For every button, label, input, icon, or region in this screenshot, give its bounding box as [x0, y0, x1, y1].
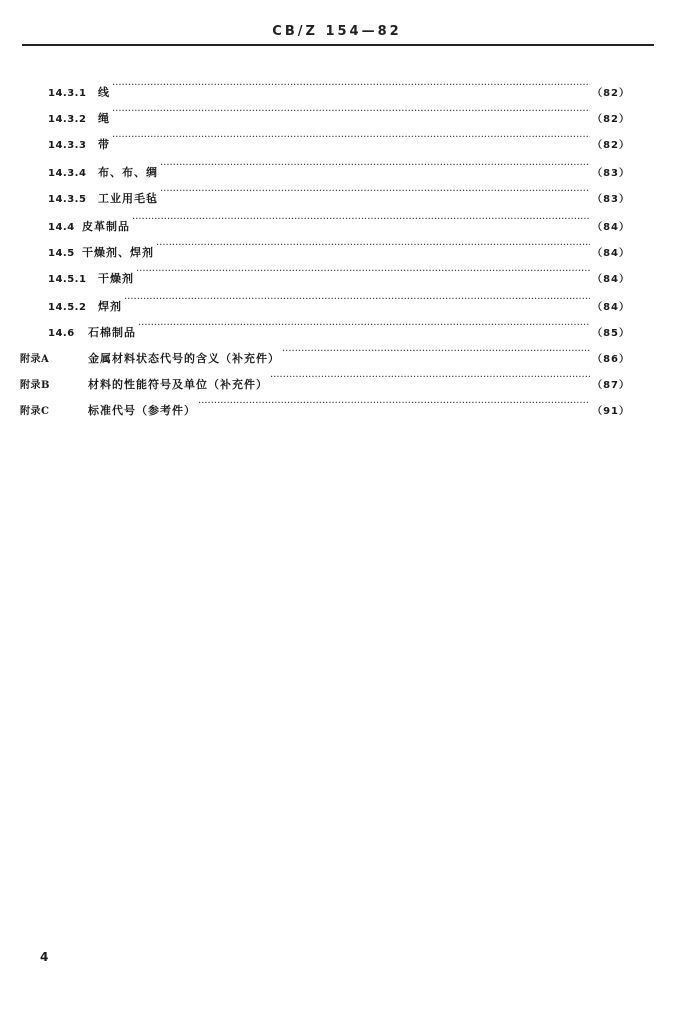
- toc-entry[interactable]: [48, 316, 630, 339]
- toc-entry[interactable]: [48, 236, 630, 259]
- toc-entry-page: （84）: [592, 248, 630, 259]
- toc-leader-dots: [282, 342, 590, 362]
- toc-entry-title: 工业用毛毡: [98, 192, 158, 205]
- toc-entry[interactable]: [48, 182, 630, 205]
- toc-entry-page: （84）: [592, 222, 630, 233]
- toc-entry[interactable]: [48, 210, 630, 233]
- toc-entry-page: （86）: [592, 354, 630, 365]
- toc-entry[interactable]: [48, 102, 630, 125]
- toc-leader-dots: [160, 182, 590, 202]
- toc-entry[interactable]: [48, 156, 630, 179]
- document-code-header: CB/Z 154—82: [272, 24, 402, 39]
- toc-entry-number: 14.5.1: [48, 274, 87, 285]
- toc-entry[interactable]: [48, 262, 630, 285]
- toc-leader-dots: [124, 290, 590, 310]
- toc-leader-dots: [112, 102, 590, 122]
- toc-entry-title: 绳: [98, 112, 110, 125]
- toc-entry-page: （83）: [592, 194, 630, 205]
- toc-entry-title: 干燥剂、焊剂: [82, 246, 154, 259]
- toc-entry-page: （82）: [592, 88, 630, 99]
- toc-entry[interactable]: [48, 290, 630, 313]
- toc-appendix-label: 附录C: [20, 406, 50, 417]
- toc-leader-dots: [270, 368, 590, 388]
- toc-entry-page: （87）: [592, 380, 630, 391]
- toc-entry-page: （82）: [592, 140, 630, 151]
- toc-leader-dots: [198, 394, 590, 414]
- toc-appendix-entry[interactable]: [20, 394, 630, 417]
- toc-entry-number: 14.3.3: [48, 140, 87, 151]
- toc-entry-title: 布、布、绸: [98, 166, 158, 179]
- toc-leader-dots: [112, 76, 590, 96]
- toc-leader-dots: [132, 210, 590, 230]
- toc-entry-page: （84）: [592, 302, 630, 313]
- toc-appendix-label: 附录A: [20, 354, 50, 365]
- toc-leader-dots: [138, 316, 590, 336]
- toc-entry-page: （83）: [592, 168, 630, 179]
- toc-leader-dots: [112, 128, 590, 148]
- toc-entry-title: 线: [98, 86, 110, 99]
- toc-leader-dots: [160, 156, 590, 176]
- toc-entry[interactable]: [48, 76, 630, 99]
- toc-entry-title: 标准代号（参考件）: [88, 404, 196, 417]
- toc-entry-page: （85）: [592, 328, 630, 339]
- toc-appendix-entry[interactable]: [20, 368, 630, 391]
- toc-entry-title: 干燥剂: [98, 272, 134, 285]
- toc-entry-title: 焊剂: [98, 300, 122, 313]
- toc-leader-dots: [136, 262, 590, 282]
- toc-entry-number: 14.4: [48, 222, 75, 233]
- toc-entry-page: （82）: [592, 114, 630, 125]
- toc-entry-number: 14.3.1: [48, 88, 87, 99]
- toc-entry-number: 14.5.2: [48, 302, 87, 313]
- toc-entry-title: 材料的性能符号及单位（补充件）: [88, 378, 268, 391]
- toc-entry-number: 14.5: [48, 248, 75, 259]
- toc-entry-number: 14.3.2: [48, 114, 87, 125]
- page-number: 4: [40, 950, 49, 964]
- header-rule: [22, 44, 654, 46]
- toc-entry-number: 14.3.4: [48, 168, 87, 179]
- toc-entry-title: 石棉制品: [88, 326, 136, 339]
- toc-entry-number: 14.3.5: [48, 194, 87, 205]
- toc-entry-title: 皮革制品: [82, 220, 130, 233]
- toc-entry-title: 带: [98, 138, 110, 151]
- toc-entry-page: （91）: [592, 406, 630, 417]
- toc-entry-page: （84）: [592, 274, 630, 285]
- toc-entry[interactable]: [48, 128, 630, 151]
- toc-appendix-label: 附录B: [20, 380, 50, 391]
- toc-entry-title: 金属材料状态代号的含义（补充件）: [88, 352, 280, 365]
- toc-appendix-entry[interactable]: [20, 342, 630, 365]
- toc-entry-number: 14.6: [48, 328, 75, 339]
- toc-leader-dots: [156, 236, 590, 256]
